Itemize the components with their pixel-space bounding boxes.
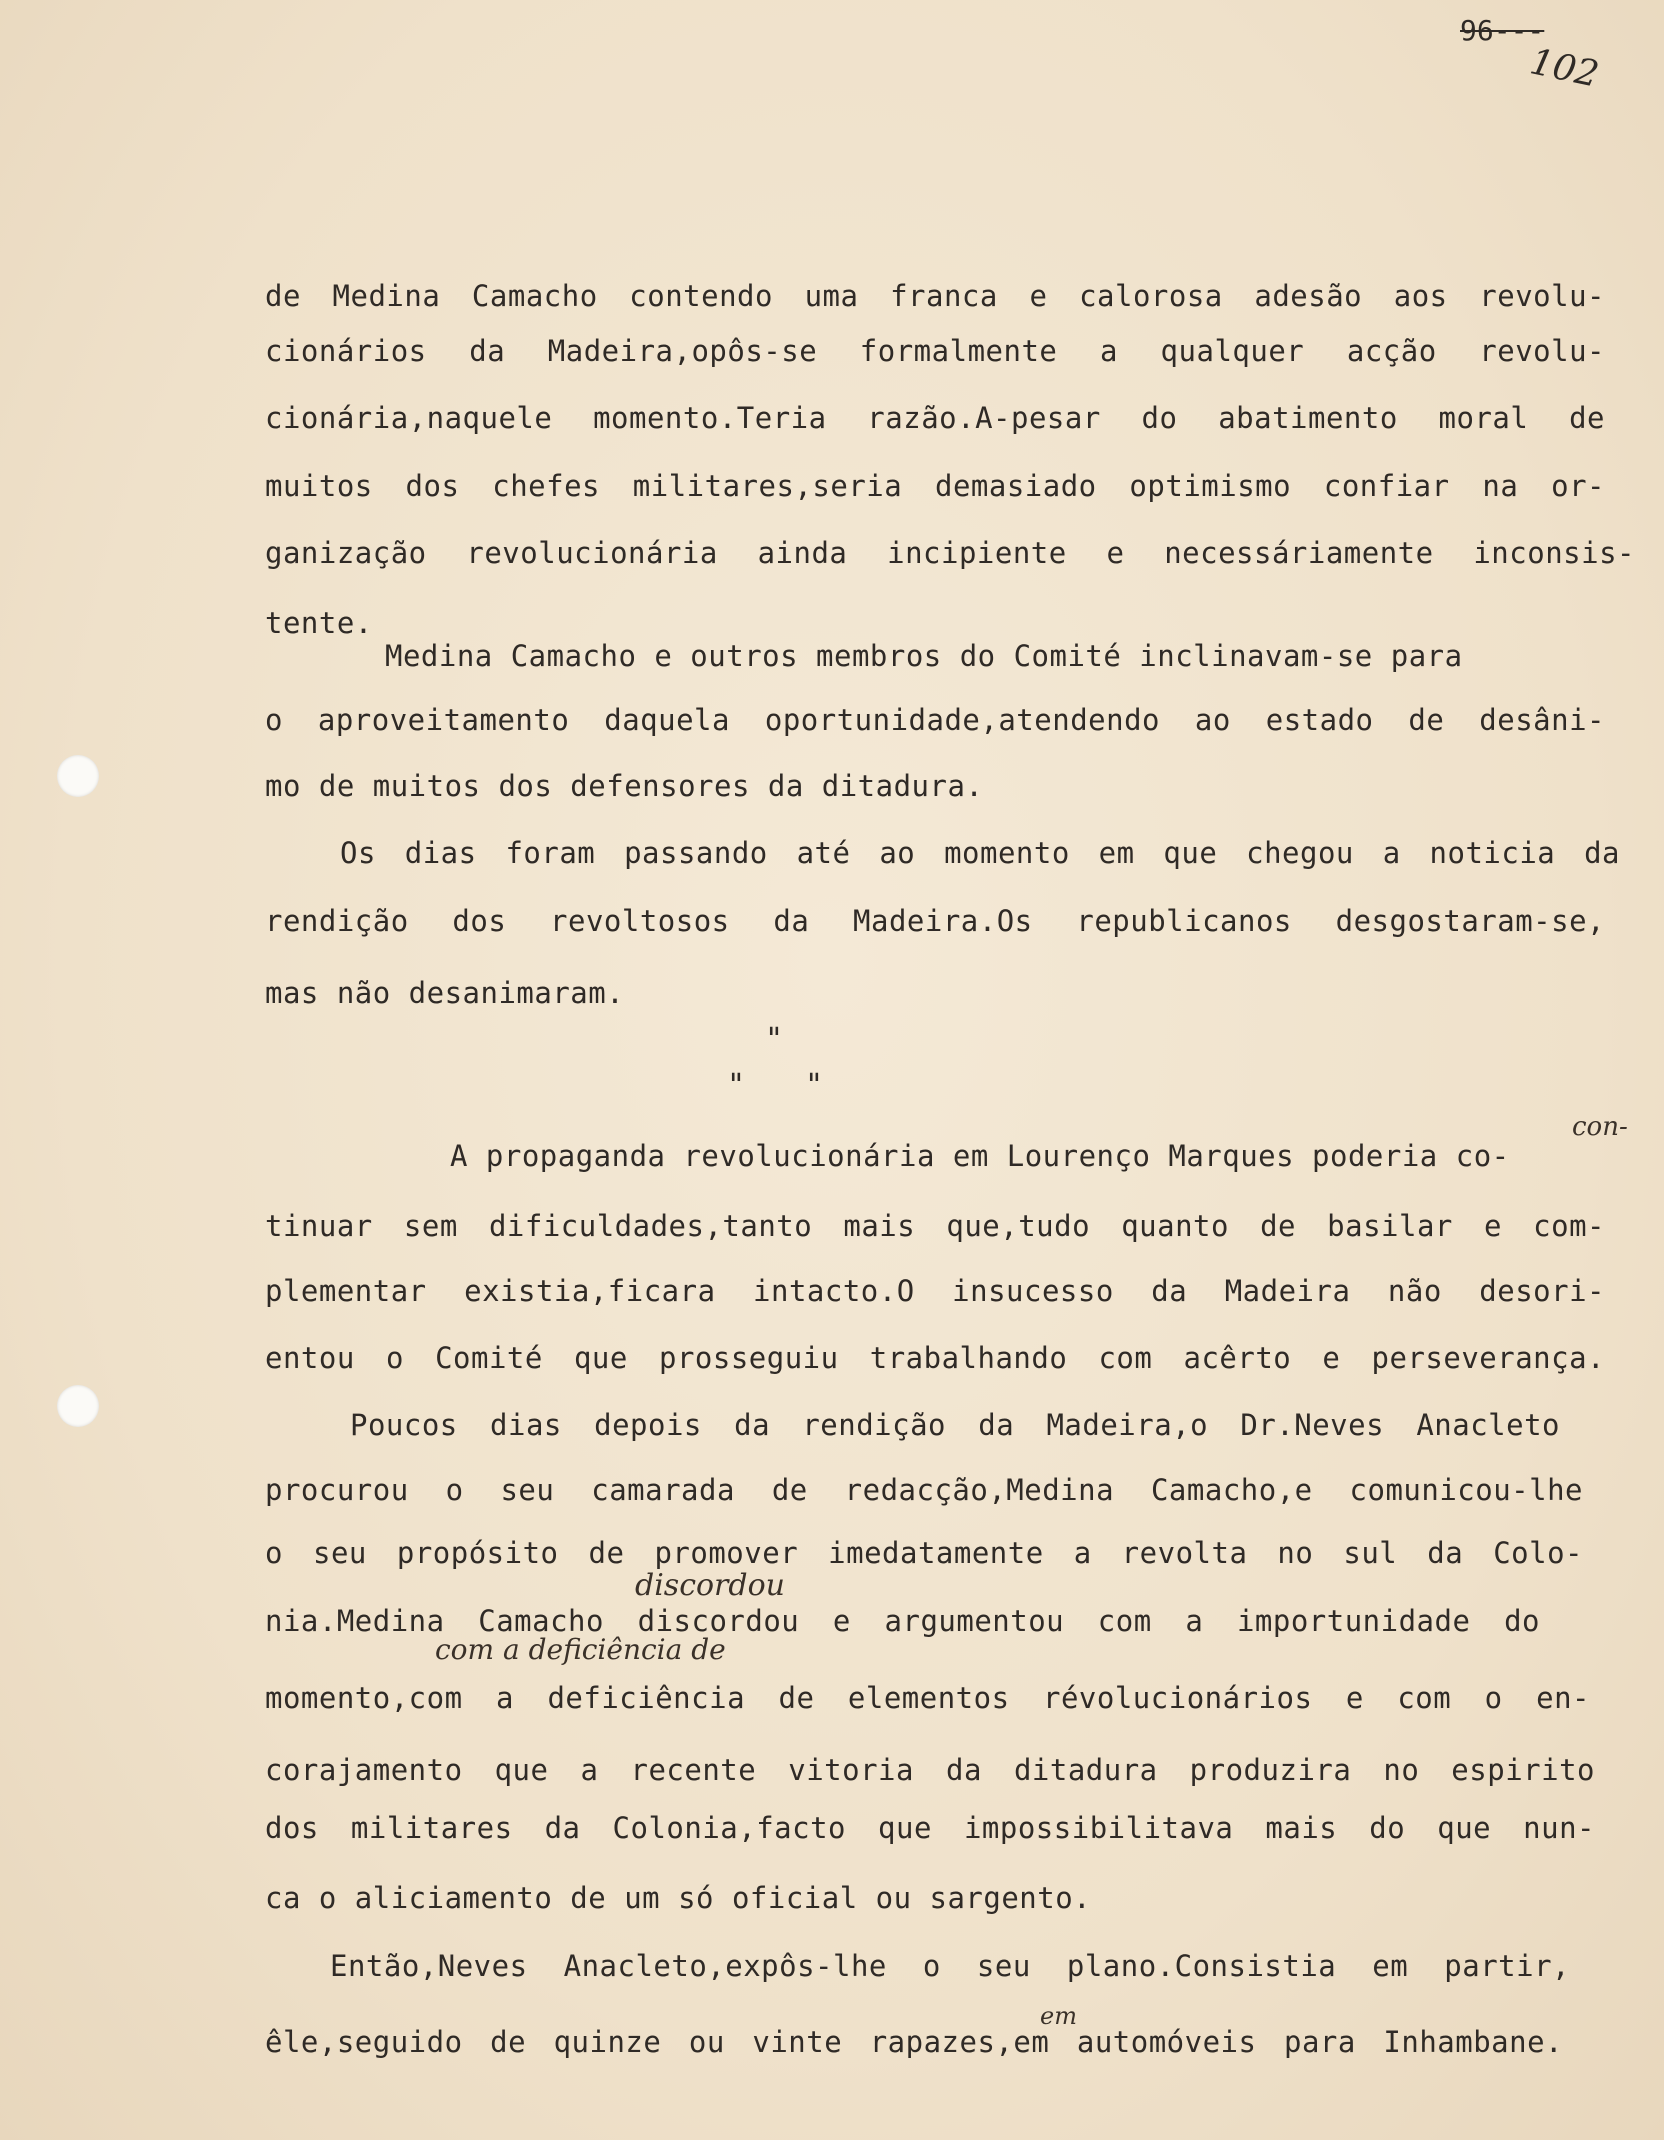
handwritten-correction: em xyxy=(1040,2002,1077,2030)
text-line: o aproveitamento daquela oportunidade,atendendo ao estado de desâni- xyxy=(265,703,1605,737)
text-line: momento,com a deficiência de elementos révolucionários e com o en- xyxy=(265,1681,1590,1715)
section-separator-mark: " xyxy=(765,1022,784,1057)
text-line: Então,Neves Anacleto,expôs-lhe o seu plano.Consistia em partir, xyxy=(330,1949,1570,1983)
text-line: ganização revolucionária ainda incipiente e necessáriamente inconsis- xyxy=(265,536,1635,570)
text-line: de Medina Camacho contendo uma franca e calorosa adesão aos revolu- xyxy=(265,279,1605,313)
punch-hole-top xyxy=(57,755,99,797)
section-separator-mark: " xyxy=(805,1068,824,1103)
text-line: Poucos dias depois da rendição da Madeira,o Dr.Neves Anacleto xyxy=(350,1408,1560,1442)
page-number-handwritten: 102 xyxy=(1526,41,1603,96)
text-line: rendição dos revoltosos da Madeira.Os republicanos desgostaram-se, xyxy=(265,904,1605,938)
handwritten-correction: con- xyxy=(1572,1112,1628,1142)
text-line: A propaganda revolucionária em Lourenço Marques poderia co- xyxy=(450,1139,1510,1173)
text-line: ca o aliciamento de um só oficial ou sargento. xyxy=(265,1881,1092,1915)
text-line: o seu propósito de promover imedatamente a revolta no sul da Colo- xyxy=(265,1536,1583,1570)
text-line: Medina Camacho e outros membros do Comité inclinavam-se para xyxy=(385,639,1463,673)
text-line: cionária,naquele momento.Teria razão.A-pesar do abatimento moral de xyxy=(265,401,1605,435)
text-line: entou o Comité que prosseguiu trabalhando com acêrto e perseverança. xyxy=(265,1341,1605,1375)
text-line: corajamento que a recente vitoria da ditadura produzira no espirito xyxy=(265,1753,1595,1787)
text-line: tinuar sem dificuldades,tanto mais que,tudo quanto de basilar e com- xyxy=(265,1209,1605,1243)
text-line: nia.Medina Camacho discordou e argumentou com a importunidade do xyxy=(265,1604,1540,1638)
handwritten-correction: discordou xyxy=(635,1568,785,1603)
text-line: dos militares da Colonia,facto que impossibilitava mais do que nun- xyxy=(265,1811,1595,1845)
section-separator-mark: " xyxy=(727,1068,746,1103)
text-line: cionários da Madeira,opôs-se formalmente a qualquer acção revolu- xyxy=(265,334,1605,368)
page-number-struck: 96--- xyxy=(1460,14,1545,47)
text-line: êle,seguido de quinze ou vinte rapazes,em automóveis para Inhambane. xyxy=(265,2025,1563,2059)
text-line: plementar existia,ficara intacto.O insucesso da Madeira não desori- xyxy=(265,1274,1605,1308)
text-line: procurou o seu camarada de redacção,Medina Camacho,e comunicou-lhe xyxy=(265,1473,1583,1507)
text-line: muitos dos chefes militares,seria demasiado optimismo confiar na or- xyxy=(265,469,1605,503)
text-line: mo de muitos dos defensores da ditadura. xyxy=(265,769,984,803)
text-line: tente. xyxy=(265,606,373,640)
handwritten-correction: com a deficiência de xyxy=(435,1633,726,1666)
punch-hole-bottom xyxy=(57,1385,99,1427)
text-line: mas não desanimaram. xyxy=(265,976,625,1010)
text-line: Os dias foram passando até ao momento em que chegou a noticia da xyxy=(340,836,1620,870)
